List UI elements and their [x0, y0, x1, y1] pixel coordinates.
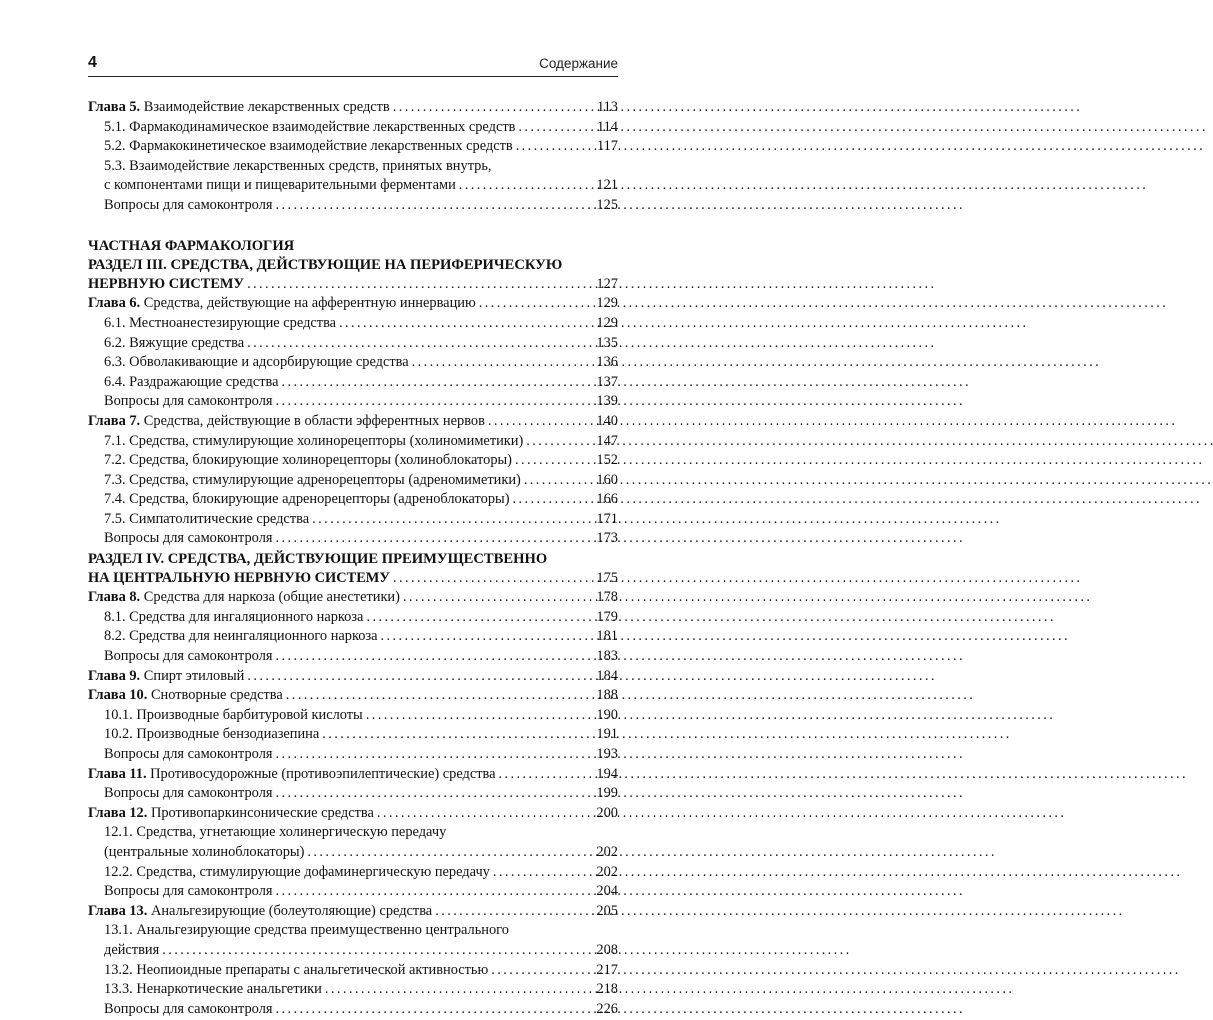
section-4-title-line2: НА ЦЕНТРАЛЬНУЮ НЕРВНУЮ СИСТЕМУ [88, 569, 390, 586]
dot-leader [493, 864, 595, 881]
page-ref: 202 [596, 843, 618, 860]
entry-text: Вопросы для самоконтроля [104, 648, 273, 665]
page-ref: 204 [596, 883, 618, 900]
page-ref: 129 [596, 295, 618, 312]
chapter-title: Противосудорожные (противоэпилептические) средства [146, 765, 496, 782]
running-header [88, 54, 618, 77]
entry-text: 12.1. Средства, угнетающие холинергическую передачу [104, 824, 447, 841]
toc-entry [88, 530, 618, 550]
dot-leader [412, 354, 595, 371]
toc-entry [88, 648, 618, 668]
toc-entry [88, 746, 618, 766]
toc-chapter-7 [88, 413, 618, 433]
section-3-title-line2: НЕРВНУЮ СИСТЕМУ [88, 275, 245, 292]
entry-text: 6.1. Местноанестезирующие средства [104, 314, 337, 331]
toc-section-3 [88, 276, 618, 296]
page-ref: 173 [596, 530, 618, 547]
entry-text: 13.1. Анальгезирующие средства преимущественно центрального [104, 922, 509, 939]
toc-chapter-10 [88, 687, 618, 707]
toc-entry [88, 942, 618, 962]
entry-text: Вопросы для самоконтроля [104, 393, 273, 410]
toc-chapter-13 [88, 903, 618, 923]
toc-entry [88, 119, 618, 139]
dot-leader [403, 589, 594, 606]
page-ref: 188 [596, 687, 618, 704]
entry-text: Вопросы для самоконтроля [104, 746, 273, 762]
chapter-label: Глава 11. [88, 765, 147, 782]
dot-leader [247, 276, 594, 293]
page-ref: 140 [596, 412, 618, 429]
page-ref: 117 [596, 138, 618, 155]
chapter-label: Глава 5. [88, 99, 141, 115]
entry-text: 5.1. Фармакодинамическое взаимодействие лекарственных средств [104, 118, 516, 135]
section-3-title-line1: РАЗДЕЛ III. СРЕДСТВА, ДЕЙСТВУЮЩИЕ НА ПЕРИФЕРИЧЕСКУЮ [88, 257, 563, 274]
chapter-label: Глава 9. [88, 667, 141, 684]
entry-text: Вопросы для самоконтроля [104, 883, 273, 900]
toc-entry [88, 433, 618, 453]
entry-text: 8.1. Средства для ингаляционного наркоза [104, 608, 364, 625]
entry-text: 7.5. Симпатолитические средства [104, 510, 310, 527]
chapter-label: Глава 6. [88, 295, 141, 312]
entry-text: Вопросы для самоконтроля [104, 196, 273, 213]
entry-text: 8.2. Средства для неингаляционного наркоза [104, 628, 378, 645]
page-ref: 129 [596, 314, 618, 331]
entry-text: 6.4. Раздражающие средства [104, 373, 279, 390]
toc-entry [88, 491, 618, 511]
toc-chapter-9 [88, 668, 618, 688]
dot-leader [276, 785, 595, 802]
page-ref: 135 [596, 334, 618, 351]
chapter-label: Глава 10. [88, 687, 148, 704]
page-ref: 121 [596, 177, 618, 194]
page-number: 4 [88, 54, 97, 71]
chapter-title: Анальгезирующие (болеутоляющие) средства [147, 902, 433, 919]
toc-entry [88, 315, 618, 335]
dot-leader [276, 197, 595, 214]
toc-entry [88, 158, 618, 178]
toc-entry [88, 962, 618, 982]
page-ref: 178 [596, 589, 618, 606]
dot-leader [322, 726, 594, 743]
dot-leader [282, 374, 595, 391]
entry-text: с компонентами пищи и пищеварительными ферментами [104, 177, 456, 194]
dot-leader [366, 609, 594, 626]
toc-section-4 [88, 570, 618, 590]
chapter-label: Глава 13. [88, 902, 148, 919]
page-ref: 152 [596, 452, 618, 469]
toc-chapter-11 [88, 766, 618, 786]
page-ref: 200 [596, 804, 618, 821]
dot-leader [488, 413, 595, 430]
chapter-label: Глава 7. [88, 412, 141, 429]
page-ref: 208 [596, 941, 618, 958]
toc-entry [88, 864, 618, 884]
page-ref: 175 [596, 569, 618, 586]
dot-leader [276, 648, 595, 665]
dot-leader [366, 707, 595, 724]
toc-chapter-8 [88, 589, 618, 609]
dot-leader [526, 433, 594, 450]
toc-entry [88, 354, 618, 374]
toc-entry [88, 883, 618, 903]
toc-entry [88, 335, 618, 355]
toc-entry [88, 609, 618, 629]
dot-leader [247, 335, 594, 352]
dot-leader [276, 746, 595, 763]
toc-chapter-5 [88, 99, 618, 119]
dot-leader [381, 628, 595, 645]
header-title: Содержание [539, 56, 618, 71]
entry-text: 5.3. Взаимодействие лекарственных средств, принятых внутрь, [104, 157, 492, 174]
dot-leader [499, 766, 595, 783]
page-ref: 114 [596, 118, 618, 135]
entry-text: 13.3. Ненаркотические анальгетики [104, 981, 322, 998]
toc-entry [88, 472, 618, 492]
entry-text: Вопросы для самоконтроля [104, 1000, 273, 1017]
dot-leader [162, 942, 594, 959]
page-ref: 202 [596, 863, 618, 880]
entry-text: 7.3. Средства, стимулирующие адренорецепторы (адреномиметики) [104, 471, 521, 488]
page-ref: 193 [596, 746, 618, 762]
page-ref: 113 [596, 99, 618, 115]
chapter-title: Средства, действующие в области эфферентных нервов [140, 412, 485, 429]
entry-text: 10.2. Производные бензодиазепина [104, 726, 320, 743]
toc-entry [88, 393, 618, 413]
dot-leader [276, 883, 595, 900]
page-ref: 171 [596, 510, 618, 527]
dot-leader [276, 530, 595, 547]
page-ref: 194 [596, 765, 618, 782]
toc-entry [88, 981, 618, 1001]
page-ref: 183 [596, 648, 618, 665]
table-of-contents [88, 99, 618, 1020]
entry-text: Вопросы для самоконтроля [104, 785, 273, 802]
dot-leader [325, 981, 595, 998]
dot-leader [393, 570, 594, 587]
dot-leader [513, 491, 595, 508]
dot-leader [393, 99, 595, 116]
toc-entry [88, 824, 618, 844]
chapter-title: Спирт этиловый [140, 667, 245, 684]
entry-text: 7.4. Средства, блокирующие адренорецепторы (адреноблокаторы) [104, 491, 510, 508]
page-ref: 190 [596, 706, 618, 723]
chapter-title: Средства для наркоза (общие анестетики) [140, 589, 400, 606]
page-ref: 139 [596, 393, 618, 410]
toc-chapter-6 [88, 295, 618, 315]
toc-entry [88, 707, 618, 727]
page-ref: 217 [596, 961, 618, 978]
toc-chapter-12 [88, 805, 618, 825]
entry-text: 12.2. Средства, стимулирующие дофаминергическую передачу [104, 863, 490, 880]
page-ref: 179 [596, 608, 618, 625]
entry-text: 6.3. Обволакивающие и адсорбирующие средства [104, 354, 409, 371]
toc-entry [88, 138, 618, 158]
entry-text: Вопросы для самоконтроля [104, 530, 273, 547]
dot-leader [339, 315, 594, 332]
entry-text: 5.2. Фармакокинетическое взаимодействие лекарственных средств [104, 138, 513, 155]
dot-leader [459, 177, 595, 194]
entry-text: 13.2. Неопиоидные препараты с анальгетической активностью [104, 961, 489, 978]
dot-leader [524, 472, 595, 489]
chapter-title: Средства, действующие на афферентную иннервацию [140, 295, 476, 312]
chapter-title: Взаимодействие лекарственных средств [140, 99, 390, 115]
toc-entry [88, 1001, 618, 1020]
chapter-label: Глава 8. [88, 589, 141, 606]
dot-leader [491, 962, 594, 979]
page-ref: 160 [596, 471, 618, 488]
toc-entry [88, 374, 618, 394]
toc-entry [88, 511, 618, 531]
page-ref: 199 [596, 785, 618, 802]
page-ref: 125 [596, 196, 618, 213]
part-title: ЧАСТНАЯ ФАРМАКОЛОГИЯ [88, 237, 295, 254]
dot-leader [247, 668, 594, 685]
toc-entry [88, 177, 618, 197]
toc-entry [88, 197, 618, 217]
dot-leader [377, 805, 594, 822]
page-ref: 218 [596, 981, 618, 998]
toc-entry [88, 844, 618, 864]
entry-text: 7.1. Средства, стимулирующие холинорецепторы (холиномиметики) [104, 432, 524, 449]
toc-entry [88, 726, 618, 746]
dot-leader [435, 903, 594, 920]
dot-leader [515, 452, 594, 469]
dot-leader [518, 119, 595, 136]
entry-text: действия [104, 941, 160, 958]
page-ref: 166 [596, 491, 618, 508]
entry-text: 6.2. Вяжущие средства [104, 334, 245, 351]
dot-leader [307, 844, 594, 861]
toc-entry [88, 628, 618, 648]
page-ref: 137 [596, 373, 618, 390]
page-ref: 226 [596, 1000, 618, 1017]
entry-text: 7.2. Средства, блокирующие холинорецепторы (холиноблокаторы) [104, 452, 512, 469]
dot-leader [286, 687, 595, 704]
toc-entry [88, 452, 618, 472]
page-ref: 205 [596, 902, 618, 919]
toc-entry [88, 922, 618, 942]
dot-leader [479, 295, 595, 312]
dot-leader [516, 138, 595, 155]
page-ref: 181 [596, 628, 618, 645]
entry-text: (центральные холиноблокаторы) [104, 843, 305, 860]
chapter-title: Противопаркинсонические средства [147, 804, 374, 821]
chapter-title: Снотворные средства [147, 687, 283, 704]
chapter-label: Глава 12. [88, 804, 148, 821]
dot-leader [276, 1001, 595, 1018]
page-ref: 191 [596, 726, 618, 743]
page-ref: 147 [596, 432, 618, 449]
page-ref: 136 [596, 354, 618, 371]
dot-leader [312, 511, 594, 528]
toc-entry [88, 785, 618, 805]
section-4-title-line1: РАЗДЕЛ IV. СРЕДСТВА, ДЕЙСТВУЮЩИЕ ПРЕИМУЩЕСТВЕННО [88, 551, 548, 568]
page-ref: 184 [596, 667, 618, 684]
page-ref: 127 [596, 275, 618, 292]
entry-text: 10.1. Производные барбитуровой кислоты [104, 706, 363, 723]
dot-leader [276, 393, 595, 410]
